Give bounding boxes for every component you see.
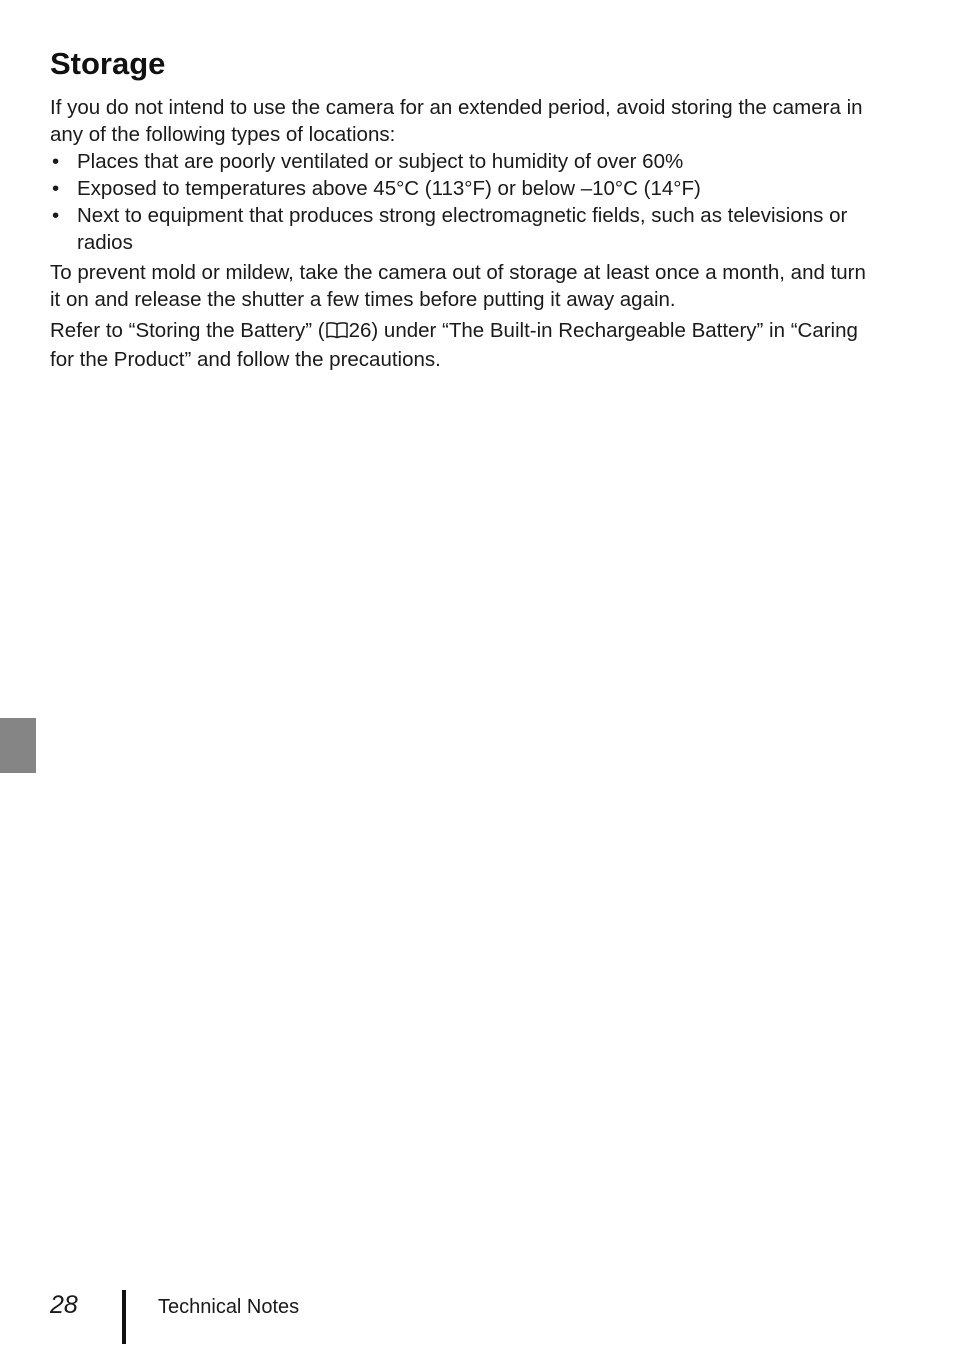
refer-text-before: Refer to “Storing the Battery” ( bbox=[50, 319, 325, 342]
mold-paragraph: To prevent mold or mildew, take the camera out of storage at least once a month, and turn it on and release the shutter a few times before putting it away again. bbox=[50, 261, 866, 311]
bullet-icon: • bbox=[52, 177, 60, 200]
list-item-text: Places that are poorly ventilated or subject to humidity of over 60% bbox=[77, 150, 684, 173]
list-item-text: Exposed to temperatures above 45°C (113°F) or below –10°C (14°F) bbox=[77, 177, 701, 200]
footer-divider bbox=[122, 1290, 126, 1344]
page-content bbox=[50, 44, 880, 373]
bullet-icon: • bbox=[52, 150, 60, 173]
location-list bbox=[50, 148, 880, 256]
book-reference-icon bbox=[326, 319, 348, 346]
page-reference-link[interactable]: 26 bbox=[348, 319, 372, 342]
refer-text-after: ) under “The Built-in Rechargeable Battery” in “Caring for the Product” and follow the precautions. bbox=[50, 319, 858, 371]
footer-section-name: Technical Notes bbox=[158, 1296, 300, 1318]
refer-paragraph bbox=[50, 317, 880, 373]
page-number: 28 bbox=[50, 1291, 78, 1319]
list-item bbox=[50, 148, 880, 175]
bullet-icon: • bbox=[52, 204, 60, 227]
intro-paragraph: If you do not intend to use the camera for an extended period, avoid storing the camera in any of the following types of locations: bbox=[50, 96, 863, 146]
list-item bbox=[50, 202, 880, 256]
list-item bbox=[50, 175, 880, 202]
section-tab bbox=[0, 718, 36, 773]
list-item-text: Next to equipment that produces strong electromagnetic fields, such as televisions or radios bbox=[77, 204, 848, 254]
page-title: Storage bbox=[50, 46, 166, 81]
